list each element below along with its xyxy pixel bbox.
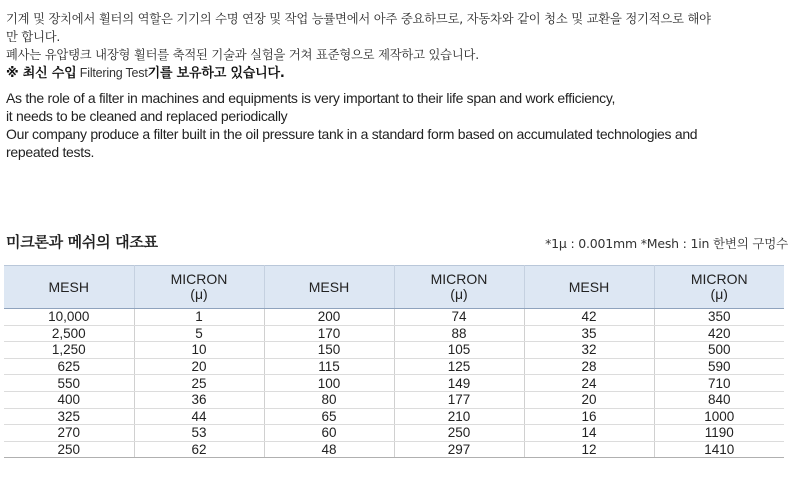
table-row: [4, 391, 784, 408]
table-row: [4, 375, 784, 392]
cell-mesh: 48: [264, 441, 394, 458]
header-mesh-label: MESH: [48, 278, 89, 295]
cell-mesh: 550: [4, 375, 134, 392]
header-micron-2: [394, 266, 524, 309]
header-micron-unit: (μ): [190, 286, 208, 302]
intro-ko-line-4-prefix: ※ 최신 수입: [6, 66, 77, 81]
table-header-row: [4, 266, 784, 309]
cell-micron: 5: [134, 325, 264, 342]
cell-micron: 250: [394, 425, 524, 442]
cell-micron: 297: [394, 441, 524, 458]
cell-micron: 125: [394, 358, 524, 375]
intro-ko-line-3: 폐사는 유압탱크 내장형 휠터를 축적된 기술과 실험을 거쳐 표준형으로 제작하고 있습니다.: [6, 48, 479, 62]
cell-micron: 53: [134, 425, 264, 442]
header-mesh-label: MESH: [568, 278, 610, 295]
header-mesh-3: [524, 266, 654, 309]
intro-ko-line-4-middle: Filtering Test: [76, 66, 148, 80]
table-row: [4, 342, 784, 359]
cell-micron: 177: [394, 391, 524, 408]
table-row: [4, 408, 784, 425]
header-mesh-label: MESH: [308, 278, 350, 295]
cell-mesh: 24: [524, 375, 654, 392]
cell-mesh: 20: [524, 391, 654, 408]
cell-micron: 590: [654, 358, 784, 375]
cell-micron: 1410: [654, 441, 784, 458]
header-micron-unit: (μ): [710, 286, 728, 302]
header-micron-label: MICRON: [690, 271, 748, 287]
cell-mesh: 2,500: [4, 325, 134, 342]
header-micron-3: [654, 266, 784, 309]
cell-micron: 1190: [654, 425, 784, 442]
header-mesh-2: [264, 266, 394, 309]
table-row: [4, 325, 784, 342]
cell-mesh: 35: [524, 325, 654, 342]
cell-mesh: 42: [524, 309, 654, 326]
cell-micron: 44: [134, 408, 264, 425]
cell-micron: 62: [134, 441, 264, 458]
cell-mesh: 32: [524, 342, 654, 359]
header-micron-unit: (μ): [450, 286, 468, 302]
header-micron-label: MICRON: [170, 271, 228, 287]
cell-micron: 105: [394, 342, 524, 359]
cell-mesh: 60: [264, 425, 394, 442]
intro-ko-line-2: 만 합니다.: [6, 30, 61, 44]
cell-mesh: 28: [524, 358, 654, 375]
intro-ko-line-4-suffix: 기를 보유하고 있습니다.: [147, 66, 285, 81]
header-micron-label: MICRON: [430, 271, 488, 287]
cell-mesh: 16: [524, 408, 654, 425]
header-mesh-1: [4, 266, 134, 309]
cell-mesh: 115: [264, 358, 394, 375]
cell-micron: 74: [394, 309, 524, 326]
cell-mesh: 12: [524, 441, 654, 458]
cell-mesh: 325: [4, 408, 134, 425]
cell-micron: 149: [394, 375, 524, 392]
cell-micron: 500: [654, 342, 784, 359]
cell-micron: 36: [134, 391, 264, 408]
cell-micron: 1: [134, 309, 264, 326]
table-row: [4, 309, 784, 326]
intro-en-line-2: it needs to be cleaned and replaced periodically: [6, 108, 288, 124]
table-row: [4, 358, 784, 375]
cell-micron: 840: [654, 391, 784, 408]
cell-mesh: 625: [4, 358, 134, 375]
cell-micron: 710: [654, 375, 784, 392]
cell-mesh: 150: [264, 342, 394, 359]
cell-micron: 420: [654, 325, 784, 342]
cell-micron: 10: [134, 342, 264, 359]
mesh-micron-table: [4, 265, 784, 458]
cell-mesh: 270: [4, 425, 134, 442]
intro-en-line-3: Our company produce a filter built in the oil pressure tank in a standard form based on accumulated technologies and: [6, 126, 698, 142]
cell-mesh: 1,250: [4, 342, 134, 359]
cell-micron: 88: [394, 325, 524, 342]
intro-text: [6, 10, 796, 161]
cell-micron: 1000: [654, 408, 784, 425]
intro-en-line-4: repeated tests.: [6, 144, 95, 160]
cell-micron: 350: [654, 309, 784, 326]
intro-ko-line-4: [6, 64, 796, 83]
section-note: *1μ : 0.001mm *Mesh : 1in 한변의 구멍수: [545, 236, 788, 251]
cell-mesh: 100: [264, 375, 394, 392]
cell-mesh: 80: [264, 391, 394, 408]
header-micron-1: [134, 266, 264, 309]
cell-micron: 25: [134, 375, 264, 392]
cell-mesh: 65: [264, 408, 394, 425]
cell-mesh: 10,000: [4, 309, 134, 326]
cell-micron: 20: [134, 358, 264, 375]
cell-mesh: 14: [524, 425, 654, 442]
section-title: 미크론과 메쉬의 대조표: [6, 233, 158, 251]
table-row: [4, 441, 784, 458]
cell-mesh: 200: [264, 309, 394, 326]
intro-ko-line-1: 기계 및 장치에서 휠터의 역할은 기기의 수명 연장 및 작업 능률면에서 아주 중요하므로, 자동차와 같이 청소 및 교환을 정기적으로 해야: [6, 12, 711, 26]
intro-en-line-1: As the role of a filter in machines and equipments is very important to their life span and work efficiency,: [6, 90, 616, 106]
cell-micron: 210: [394, 408, 524, 425]
cell-mesh: 400: [4, 391, 134, 408]
cell-mesh: 250: [4, 441, 134, 458]
table-row: [4, 425, 784, 442]
cell-mesh: 170: [264, 325, 394, 342]
